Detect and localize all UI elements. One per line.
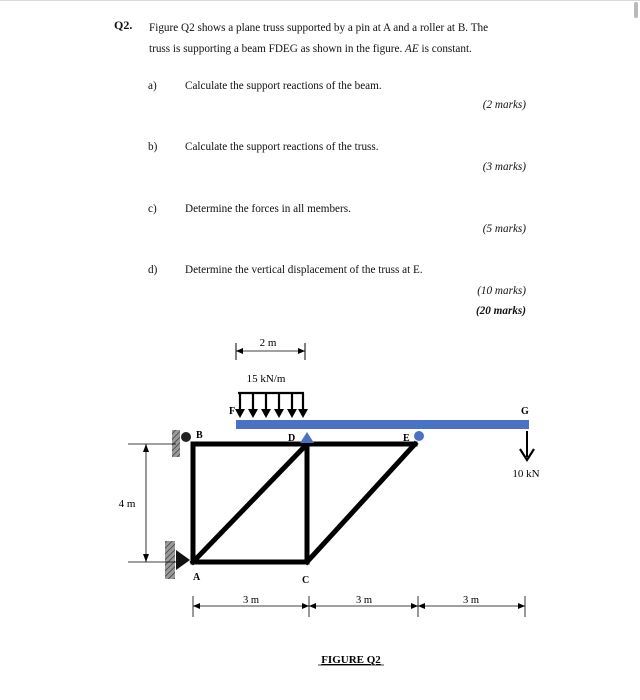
part-b-text: Calculate the support reactions of the truss. (185, 141, 379, 153)
roller-e (414, 431, 424, 441)
point-load-arrow (520, 431, 534, 460)
question-line-2-start: truss is supporting a beam FDEG as shown in the figure. (149, 43, 406, 55)
part-d-label: d) (148, 264, 158, 276)
height-label: 4 m (118, 498, 136, 510)
question-number: Q2. (114, 18, 133, 32)
truss (193, 444, 415, 562)
part-c-text: Determine the forces in all members. (185, 203, 351, 215)
part-b-marks: (3 marks) (482, 161, 526, 173)
question-line-2-end: is constant. (418, 43, 472, 55)
span-label-1: 3 m (242, 595, 260, 606)
part-b-label: b) (148, 141, 158, 153)
node-c-label: C (302, 575, 310, 586)
support-b (172, 430, 191, 457)
part-a-text: Calculate the support reactions of the beam. (185, 80, 382, 92)
beam-fdeg (236, 420, 529, 429)
span-label-2: 3 m (355, 595, 373, 606)
part-d-text: Determine the vertical displacement of the truss at E. (185, 264, 423, 276)
point-load-label: 10 kN (512, 468, 540, 480)
part-c-marks: (5 marks) (482, 223, 526, 235)
part-c-label: c) (148, 203, 157, 215)
node-d-label: D (288, 433, 296, 444)
node-b-label: B (196, 430, 203, 441)
node-e-label: E (403, 433, 410, 444)
support-a (165, 541, 190, 579)
total-marks: (20 marks) (475, 305, 526, 317)
node-a-label: A (193, 572, 201, 583)
question-line-1: Figure Q2 shows a plane truss supported by a pin at A and a roller at B. The (149, 22, 489, 34)
question-ae-term: AE (405, 43, 419, 55)
span-label-3: 3 m (462, 595, 480, 606)
figure-caption: FIGURE Q2 (321, 654, 381, 666)
roller-d (300, 432, 314, 443)
part-d-marks: (10 marks) (477, 285, 526, 297)
node-f-label: F (229, 406, 236, 417)
part-a-label: a) (148, 80, 157, 92)
part-a-marks: (2 marks) (482, 99, 526, 111)
distributed-load (235, 393, 308, 418)
load-label: 15 kN/m (246, 373, 286, 385)
dim-top-label: 2 m (259, 337, 277, 349)
node-g-label: G (521, 406, 529, 417)
